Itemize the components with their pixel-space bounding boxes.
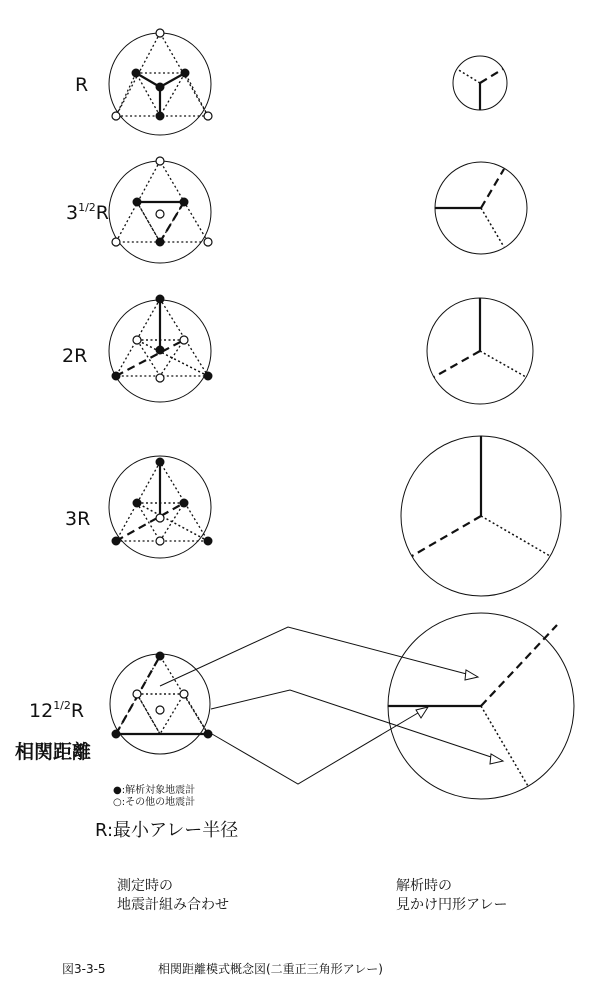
row-label-3r: 3R bbox=[65, 508, 91, 530]
other-seismometer bbox=[180, 690, 188, 698]
other-seismometer bbox=[204, 112, 212, 120]
outer-triangle bbox=[116, 462, 208, 541]
other-seismometer bbox=[156, 706, 164, 714]
other-seismometer bbox=[133, 690, 141, 698]
row-2r-array bbox=[109, 295, 212, 402]
other-seismometer bbox=[112, 112, 120, 120]
other-seismometer bbox=[156, 374, 164, 382]
row-label-r: R bbox=[75, 74, 89, 96]
analysis-seismometer bbox=[156, 652, 164, 660]
arrow-head bbox=[416, 707, 428, 718]
outer-triangle bbox=[116, 299, 208, 376]
figure-number: 図3-3-5 bbox=[62, 962, 106, 976]
analysis-seismometer bbox=[112, 537, 120, 545]
analysis-seismometer bbox=[156, 83, 164, 91]
row-r-array bbox=[109, 29, 212, 135]
row-sqrt3r-apparent-array bbox=[435, 162, 527, 254]
legend bbox=[113, 783, 195, 808]
arrow-head bbox=[465, 670, 478, 680]
analysis-seismometer bbox=[156, 238, 164, 246]
other-seismometer bbox=[156, 514, 164, 522]
other-seismometer bbox=[156, 210, 164, 218]
array-outer-circle bbox=[110, 654, 210, 754]
arrow-dotted-pair bbox=[211, 690, 503, 761]
analysis-seismometer bbox=[180, 198, 188, 206]
analysis-seismometer bbox=[132, 69, 140, 77]
analysis-seismometer bbox=[181, 69, 189, 77]
caption-left-line2: 地震計組み合わせ bbox=[117, 897, 229, 913]
outer-triangle bbox=[116, 33, 208, 116]
row-label-sqrt3r: $3^{1/2}R$ bbox=[66, 201, 109, 224]
row-r-apparent-array bbox=[453, 56, 507, 110]
row-label-sqrt12r: $12^{1/2}R$ bbox=[29, 699, 85, 722]
other-seismometer bbox=[156, 29, 164, 37]
analysis-seismometer bbox=[133, 198, 141, 206]
analysis-seismometer bbox=[204, 537, 212, 545]
figure-title: 相関距離模式概念図(二重正三角形アレー) bbox=[158, 962, 383, 976]
row-label-2r: 2R bbox=[62, 345, 88, 367]
row-sqrt3r-array bbox=[109, 157, 212, 263]
other-seismometer bbox=[133, 336, 141, 344]
row-2r-apparent-array bbox=[427, 298, 533, 404]
analysis-seismometer bbox=[204, 372, 212, 380]
other-seismometer bbox=[204, 238, 212, 246]
caption-left-line1: 測定時の bbox=[117, 878, 173, 894]
caption-right-line1: 解析時の bbox=[396, 878, 452, 894]
arrow-head bbox=[490, 754, 503, 764]
legend-open: ○:その他の地震計 bbox=[113, 797, 196, 808]
other-seismometer bbox=[156, 157, 164, 165]
analysis-seismometer bbox=[112, 372, 120, 380]
arrow-dashed-pair bbox=[160, 627, 478, 686]
row-sqrt12r-apparent-array bbox=[388, 613, 574, 799]
other-seismometer bbox=[112, 238, 120, 246]
analysis-seismometer bbox=[180, 499, 188, 507]
correlation-distance-label: 相関距離 bbox=[15, 741, 92, 763]
r-definition: R:最小アレー半径 bbox=[95, 820, 239, 841]
analysis-seismometer bbox=[156, 458, 164, 466]
analysis-seismometer bbox=[204, 730, 212, 738]
analysis-seismometer bbox=[133, 499, 141, 507]
legend-filled: ●:解析対象地震計 bbox=[113, 785, 196, 796]
row-sqrt12r-array bbox=[110, 652, 212, 754]
arrow-solid-pair bbox=[212, 707, 428, 784]
other-seismometer bbox=[180, 336, 188, 344]
analysis-seismometer bbox=[156, 346, 164, 354]
analysis-seismometer bbox=[156, 112, 164, 120]
analysis-seismometer bbox=[156, 295, 164, 303]
inner-triangle bbox=[137, 202, 184, 242]
analysis-seismometer bbox=[112, 730, 120, 738]
other-seismometer bbox=[156, 537, 164, 545]
row-3r-array bbox=[109, 456, 212, 558]
caption-right-line2: 見かけ円形アレー bbox=[396, 897, 508, 913]
row-3r-apparent-array bbox=[401, 436, 561, 596]
